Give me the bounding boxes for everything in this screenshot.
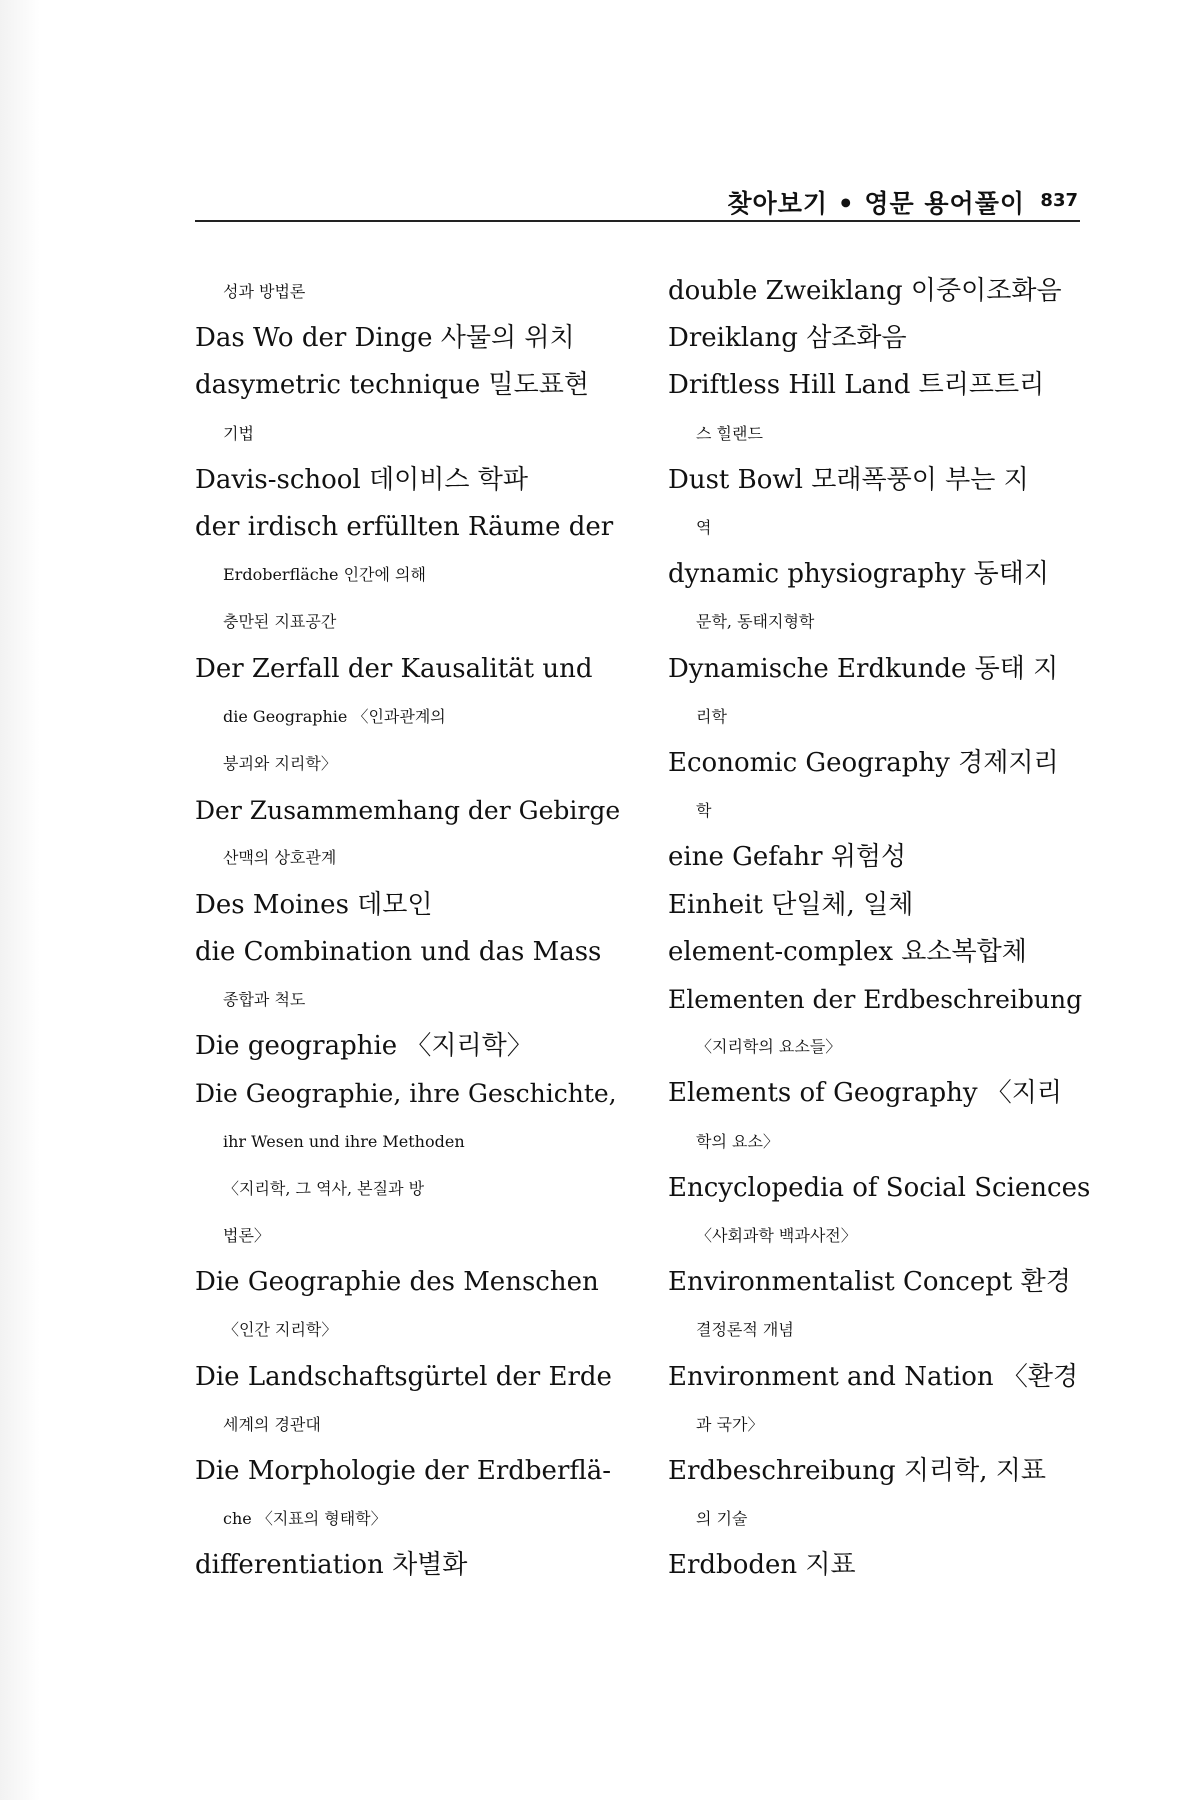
index-entry-term: Die geographie 〈지리학〉	[195, 1031, 533, 1062]
index-entry-term: Economic Geography 경제지리	[668, 748, 1059, 779]
index-entry-continuation: 문학, 동태지형학	[696, 612, 815, 632]
index-entry-term: Erdbeschreibung 지리학, 지표	[668, 1456, 1047, 1487]
index-entry	[195, 457, 620, 504]
index-entry-continuation: 학의 요소〉	[696, 1131, 779, 1151]
index-entry	[668, 834, 1093, 881]
index-entry	[195, 882, 620, 929]
index-entry-term: Davis-school 데이비스 학파	[195, 464, 528, 495]
index-entry	[668, 362, 1093, 456]
index-entry	[668, 457, 1093, 551]
index-entry	[668, 1165, 1093, 1259]
index-entry-continuation: 〈인간 지리학〉	[223, 1320, 338, 1340]
index-entry-term: Die Geographie des Menschen	[195, 1267, 599, 1298]
index-entry	[195, 1070, 620, 1259]
index-entry-term: Die Landschaftsgürtel der Erde	[195, 1361, 612, 1392]
index-entry	[668, 1070, 1093, 1164]
index-entry	[668, 740, 1093, 834]
header-title: 찾아보기 • 영문 용어풀이	[727, 189, 1025, 218]
index-entry-term: Dynamische Erdkunde 동태 지	[668, 653, 1059, 684]
index-entry-continuation: 〈사회과학 백과사전〉	[696, 1226, 857, 1246]
index-entry	[668, 882, 1093, 929]
index-entry-term: double Zweiklang 이중이조화음	[668, 276, 1062, 306]
index-entry	[668, 1542, 1093, 1589]
index-entry-term: Erdboden 지표	[668, 1550, 856, 1581]
index-entry-continuation: 〈지리학, 그 역사, 본질과 방	[223, 1178, 425, 1198]
index-entry	[668, 1354, 1093, 1448]
index-entry	[195, 504, 620, 646]
index-entry-term: Elementen der Erdbeschreibung	[668, 985, 1083, 1015]
index-entry-term: Die Morphologie der Erdberflä-	[195, 1456, 611, 1487]
index-entry-continuation: 충만된 지표공간	[223, 612, 337, 632]
index-entry-term: element-complex 요소복합체	[668, 936, 1027, 967]
index-entry-continuation: 붕괴와 지리학〉	[223, 754, 337, 774]
index-entry-term: Encyclopedia of Social Sciences	[668, 1172, 1091, 1203]
index-entry-term: Dreiklang 삼조화음	[668, 323, 907, 354]
index-entry	[668, 1448, 1093, 1542]
index-entry-continuation: che 〈지표의 형태학〉	[223, 1509, 387, 1529]
index-column-right	[668, 268, 1093, 1590]
index-entry-term: Das Wo der Dinge 사물의 위치	[195, 323, 575, 354]
index-entry-term: dynamic physiography 동태지	[668, 559, 1050, 590]
index-entry-continuation: die Geographie 〈인과관계의	[223, 706, 446, 726]
index-entry	[195, 787, 620, 881]
index-entry	[668, 646, 1093, 740]
scan-shadow	[0, 0, 40, 1800]
index-entry-continuation: ihr Wesen und ihre Methoden	[223, 1131, 465, 1151]
index-entry	[195, 646, 620, 788]
index-entry-continuation: 역	[696, 518, 712, 538]
index-entry-continuation: 리학	[696, 706, 727, 726]
index-entry	[668, 1259, 1093, 1353]
index-entry	[195, 1448, 620, 1542]
index-entry-term: Einheit 단일체, 일체	[668, 889, 914, 920]
index-entry	[195, 268, 620, 315]
index-entry-term: Die Geographie, ihre Geschichte,	[195, 1079, 617, 1109]
index-entry-continuation: 산맥의 상호관계	[223, 848, 337, 868]
index-entry-term: dasymetric technique 밀도표현	[195, 370, 589, 401]
index-entry-term: Elements of Geography 〈지리	[668, 1078, 1063, 1109]
index-entry-continuation: Erdoberfläche 인간에 의해	[223, 565, 426, 585]
index-entry-continuation: 학	[696, 801, 712, 821]
index-entry	[195, 1542, 620, 1589]
index-entry-continuation: 의 기술	[696, 1509, 748, 1529]
index-entry-continuation: 세계의 경관대	[223, 1414, 321, 1434]
index-entry	[668, 551, 1093, 645]
index-entry	[195, 362, 620, 456]
index-entry-continuation: 종합과 척도	[223, 990, 306, 1010]
running-header	[195, 180, 1080, 222]
index-entry-continuation: 기법	[223, 423, 254, 443]
index-entry-term: Der Zusammemhang der Gebirge	[195, 796, 621, 826]
index-entry-term: Driftless Hill Land 트리프트리	[668, 370, 1045, 401]
index-entry	[195, 929, 620, 1023]
index-entry-term: Des Moines 데모인	[195, 889, 433, 920]
index-entry	[195, 1023, 620, 1070]
index-entry-term: Environmentalist Concept 환경	[668, 1267, 1071, 1298]
index-entry-term: Environment and Nation 〈환경	[668, 1361, 1079, 1392]
page-number: 837	[1040, 190, 1078, 211]
index-entry	[195, 315, 620, 362]
index-entry-continuation: 법론〉	[223, 1226, 270, 1246]
index-entry	[195, 1354, 620, 1448]
index-entry	[668, 268, 1093, 315]
index-entry	[195, 1259, 620, 1353]
index-entry-continuation: 스 힐랜드	[696, 423, 763, 443]
index-entry	[668, 976, 1093, 1070]
index-entry-continuation: 과 국가〉	[696, 1414, 764, 1434]
index-entry-continuation: 성과 방법론	[223, 282, 306, 301]
index-entry-term: Dust Bowl 모래폭풍이 부는 지	[668, 464, 1029, 495]
index-entry-term: differentiation 차별화	[195, 1550, 468, 1581]
index-entry-continuation: 〈지리학의 요소들〉	[696, 1037, 842, 1057]
index-entry-term: der irdisch erfüllten Räume der	[195, 512, 614, 543]
index-column-left	[195, 268, 620, 1590]
index-entry	[668, 315, 1093, 362]
index-entry-term: eine Gefahr 위험성	[668, 842, 907, 873]
index-entry-term: Der Zerfall der Kausalität und	[195, 653, 593, 684]
index-entry-continuation: 결정론적 개념	[696, 1320, 794, 1340]
index-entry-term: die Combination und das Mass	[195, 936, 602, 967]
index-entry	[668, 929, 1093, 976]
